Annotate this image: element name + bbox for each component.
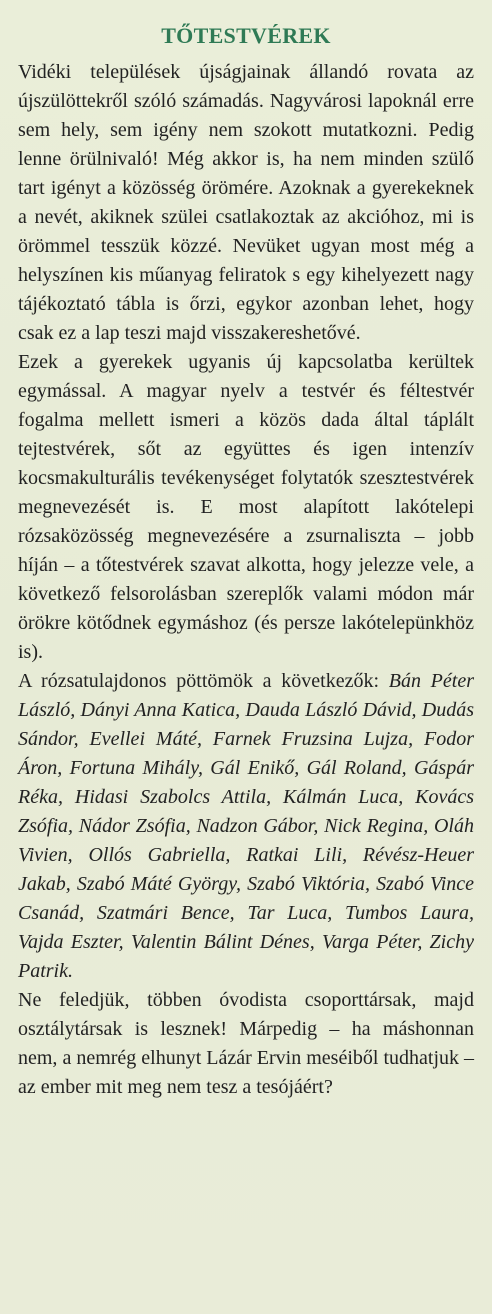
article-title: TŐTESTVÉREK	[161, 23, 331, 48]
article-paragraph-names	[18, 667, 474, 986]
article-paragraph-2: Ezek a gyerekek ugyanis új kapcsolatba kerültek egymással. A magyar nyelv a testvér és féltestvér fogalma mellett ismeri a közös dada által táplált tejtestvérek, sőt az együttes és igen intenzív kocsmakulturális tevékenységet folytatók szesztestvérek megnevezését is. E most alapított lakótelepi rózsaközösség megnevezésére a zsurnaliszta – jobb híján – a tőtestvérek szavat alkotta, hogy jelezze vele, a következő felsorolásban szereplők valami módon már örökre kötődnek egymáshoz (és persze lakótelepünkhöz is).	[18, 351, 474, 663]
names-list: Bán Péter László, Dányi Anna Katica, Dauda László Dávid, Dudás Sándor, Evellei Máté, Farnek Fruzsina Lujza, Fodor Áron, Fortuna Mihály, Gál Enikő, Gál Roland, Gáspár Réka, Hidasi Szabolcs Attila, Kálmán Luca, Kovács Zsófia, Nádor Zsófia, Nadzon Gábor, Nick Regina, Oláh Vivien, Ollós Gabriella, Ratkai Lili, Révész-Heuer Jakab, Szabó Máté György, Szabó Viktória, Szabó Vince Csanád, Szatmári Bence, Tar Luca, Tumbos Laura, Vajda Eszter, Valentin Bálint Dénes, Varga Péter, Zichy Patrik.	[18, 670, 474, 982]
article-paragraph-1: Vidéki települések újságjainak állandó rovata az újszülöttekről szóló számadás. Nagyvárosi lapoknál erre sem hely, sem igény nem szokott mutatkozni. Pedig lenne örülnivaló! Még akkor is, ha nem minden szülő tart igényt a közösség örömére. Azoknak a gyerekeknek a nevét, akiknek szülei csatlakoztak az akcióhoz, mi is örömmel tesszük közzé. Nevüket ugyan most még a helyszínen kis műanyag feliratok s egy kihelyezett nagy tájékoztató tábla is őrzi, egykor azonban lehet, hogy csak ez a lap teszi majd visszakereshetővé.	[18, 61, 474, 344]
article-paragraph-closing: Ne feledjük, többen óvodista csoporttársak, majd osztálytársak is lesznek! Márpedig – ha máshonnan nem, a nemrég elhunyt Lázár Ervin meséiből tudhatjuk – az ember mit meg nem tesz a tesójáért?	[18, 989, 474, 1098]
names-intro: A rózsatulajdonos pöttömök a következők:	[18, 670, 389, 692]
